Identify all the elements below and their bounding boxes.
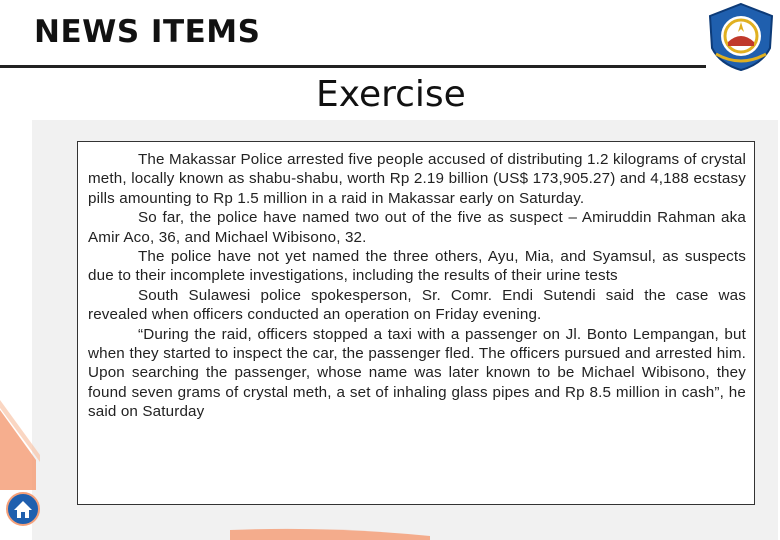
decorative-swoosh-bottom (230, 522, 430, 540)
header-divider (0, 65, 706, 68)
news-article-box (77, 141, 755, 505)
article-paragraph: South Sulawesi police spokesperson, Sr. Comr. Endi Sutendi said the case was revealed when officers conducted an operation on Friday evening. (88, 286, 746, 324)
slide-subtitle: Exercise (316, 74, 466, 115)
page-title: NEWS ITEMS (34, 14, 261, 50)
article-paragraph: So far, the police have named two out of the five as suspect – Amiruddin Rahman aka Amir Aco, 36, and Michael Wibisono, 32. (88, 209, 746, 246)
article-paragraph: “During the raid, officers stopped a taxi with a passenger on Jl. Bonto Lempangan, but when they started to inspect the car, the passenger fled. The officers pursued and arrested him. Upon searching the passenger, whose name was later known to be Michael Wibisono, they found seven grams of crystal meth, a set of inhaling glass pipes and Rp 8.5 million in cash”, he said on Saturday (88, 325, 746, 421)
decorative-swoosh-left (0, 400, 40, 490)
ministry-emblem-icon (706, 2, 776, 72)
article-paragraph: The Makassar Police arrested five people accused of distributing 1.2 kilograms of crystal meth, locally known as shabu-shabu, worth Rp 2.19 billion (US$ 173,905.27) and 4,188 ecstasy pills amounting to Rp 1.5 million in a raid in Makassar early on Saturday. (88, 151, 746, 207)
home-icon[interactable] (6, 492, 40, 526)
article-paragraph: The police have not yet named the three others, Ayu, Mia, and Syamsul, as suspects due to their incomplete investigations, including the results of their urine tests (88, 248, 746, 285)
